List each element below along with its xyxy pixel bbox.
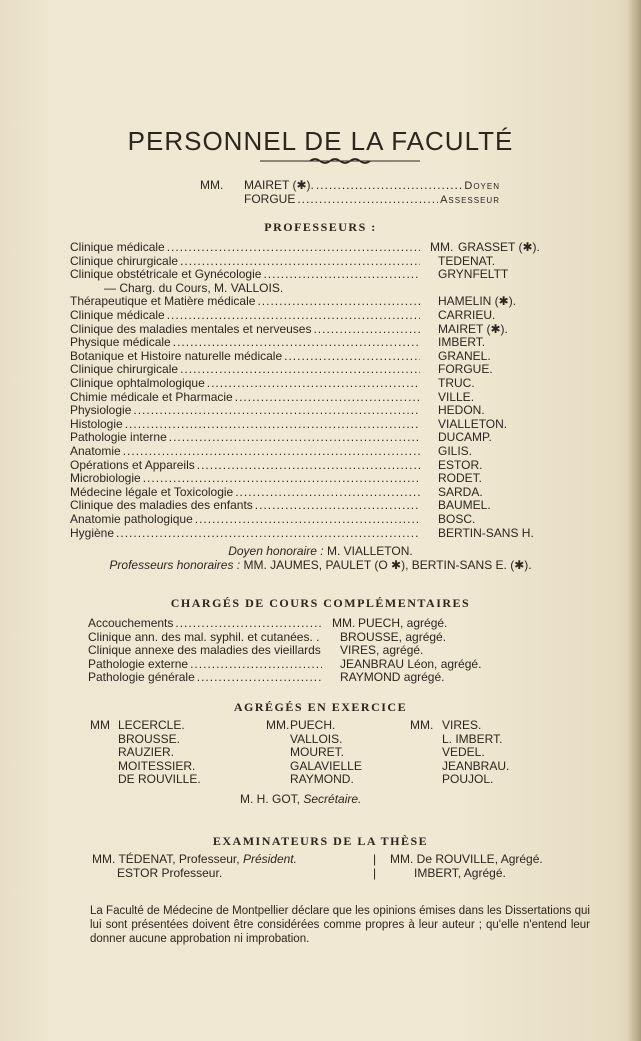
leader-dots (143, 471, 420, 485)
charge-course: Accouchements (88, 616, 174, 630)
leader-dots (235, 390, 420, 404)
officer-role: Assesseur (440, 194, 500, 206)
officer-row (200, 192, 500, 206)
professeur-name: GILIS. (438, 444, 473, 458)
leader-dots (255, 498, 420, 512)
leader-dots (169, 430, 420, 444)
leader-dots (180, 254, 420, 268)
professeur-row (70, 430, 422, 444)
professeur-chair: Hygiène (70, 525, 115, 540)
leader-dots (116, 526, 420, 540)
agrege-name: L. IMBERT. (442, 731, 503, 746)
charges-mm: MM. (332, 616, 356, 630)
agreges-mm-1: MM (90, 718, 110, 732)
agreges-mm-2: MM. (266, 718, 290, 732)
professeur-row (70, 417, 422, 431)
doyen-honoraire-label: Doyen honoraire : (228, 544, 324, 558)
charge-name: JEANBRAU Léon, agrégé. (340, 656, 482, 671)
professeur-row (70, 267, 422, 281)
leader-dots (207, 376, 420, 390)
officers-block (200, 178, 500, 206)
professeur-chair: Clinique des maladies des enfants (70, 498, 253, 513)
charge-row (88, 670, 324, 684)
officer-name: MAIRET (✱). (244, 178, 314, 192)
professeur-name: BERTIN-SANS H. (438, 525, 534, 540)
faculty-declaration: La Faculté de Médecine de Montpellier déclare que les opinions émises dans les Dissertations qui lui sont présentées doivent être considérées comme propres à leur auteur ; qu'elle n'entend leur donner aucune approbation ni improbation. (90, 905, 590, 945)
agrege-name: MOURET. (290, 745, 344, 760)
officer-prefix: MM. (200, 178, 224, 192)
professeur-name: TRUC. (438, 376, 475, 390)
examinateur-text: MM. TÉDENAT, Professeur, (92, 852, 240, 866)
examinateur-left-1 (92, 852, 297, 866)
professeur-row (70, 403, 422, 417)
secretaire-name: M. H. GOT, (240, 792, 300, 806)
professeur-row (70, 335, 422, 349)
professeur-chair: Physique médicale (70, 335, 171, 350)
agreges-heading: AGRÉGÉS EN EXERCICE (233, 700, 408, 714)
professeur-name: MAIRET (✱). (438, 321, 508, 336)
leader-dots (123, 444, 420, 458)
leader-dots (235, 485, 420, 499)
leader-dots (257, 294, 420, 308)
professeurs-heading: PROFESSEURS : (264, 220, 377, 234)
charge-name: RAYMOND agrégé. (340, 670, 445, 685)
leader-dots (263, 267, 420, 281)
leader-dots (313, 322, 420, 336)
professeur-row (70, 322, 422, 336)
agrege-name: GALAVIELLE (290, 758, 362, 773)
professeur-chair: Clinique des maladies mentales et nerveuses (70, 321, 312, 336)
professeur-row (70, 349, 422, 363)
charge-name: VIRES, agrégé. (340, 643, 424, 658)
professeur-name: IMBERT. (438, 335, 486, 350)
examinateur-right-2: IMBERT, Agrégé. (414, 866, 506, 880)
doyen-honoraire-value: M. VIALLETON. (326, 544, 413, 558)
professeur-chair: Botanique et Histoire naturelle médicale (70, 348, 283, 363)
secretaire-role: Secrétaire. (303, 792, 362, 806)
agrege-name: DE ROUVILLE. (118, 772, 201, 787)
ornament-rule-icon (260, 157, 420, 165)
professeur-row (70, 240, 422, 254)
examinateur-separator: | (373, 866, 377, 880)
charge-name: PUECH, agrégé. (358, 616, 448, 630)
agrege-name: POUJOL. (442, 772, 494, 787)
officer-row (200, 178, 500, 192)
professeur-row (70, 471, 422, 485)
agrege-name: LECERCLE. (118, 718, 185, 732)
leader-dots (284, 349, 420, 363)
professeurs-honoraires-label: Professeurs honoraires : (109, 558, 241, 572)
agrege-name: VEDEL. (442, 745, 485, 760)
professeur-chair: Clinique chirurgicale (70, 362, 179, 377)
professeur-chair: Anatomie pathologique (70, 512, 193, 526)
leader-dots (197, 458, 420, 472)
charges-heading: CHARGÉS DE COURS COMPLÉMENTAIRES (170, 596, 471, 610)
professeur-name: RODET. (438, 471, 483, 486)
professeur-row (70, 362, 422, 376)
professeur-row (70, 390, 422, 404)
leader-dots (133, 403, 420, 417)
agrege-name: RAUZIER. (118, 745, 175, 760)
leader-dots (197, 670, 322, 684)
charge-course: Pathologie générale (88, 670, 195, 685)
professeur-chair: Opérations et Appareils (70, 457, 195, 472)
leader-dots (297, 192, 438, 206)
professeur-name: SARDA. (438, 484, 483, 499)
professeur-name: GRYNFELTT (438, 267, 509, 282)
charge-row (88, 630, 324, 644)
agrege-name: VIRES. (442, 718, 482, 732)
examinateur-text: ESTOR Professeur. (117, 866, 223, 880)
leader-dots (167, 308, 420, 322)
agrege-name: JEANBRAU. (442, 758, 510, 773)
examinateurs-heading: EXAMINATEURS DE LA THÈSE (212, 834, 429, 848)
professeur-chair: Anatomie (70, 444, 121, 458)
leader-dots (167, 240, 420, 254)
professeur-name: TEDENAT. (438, 253, 496, 268)
leader-dots (321, 630, 322, 644)
professeur-chair: — Charg. du Cours, M. VALLOIS. (104, 280, 284, 295)
professeur-row (70, 485, 422, 499)
professeur-name: BAUMEL. (438, 498, 491, 513)
leader-dots (173, 335, 420, 349)
professeur-chair: Thérapeutique et Matière médicale (70, 294, 256, 309)
professeurs-honoraires-line (0, 558, 641, 572)
leader-dots (316, 178, 463, 192)
professeur-row (70, 526, 422, 540)
leader-dots (190, 657, 322, 671)
professeur-name: GRASSET (✱). (458, 240, 540, 254)
agreges-table (90, 718, 590, 788)
examinateur-separator: | (373, 852, 377, 866)
agrege-name: MOITESSIER. (118, 758, 196, 773)
professeur-row (70, 294, 422, 308)
leader-dots (125, 417, 420, 431)
examinateur-right-1: MM. De ROUVILLE, Agrégé. (390, 852, 543, 866)
page-title: PERSONNEL DE LA FACULTÉ (127, 126, 514, 156)
professeur-row (70, 498, 422, 512)
leader-dots (175, 616, 322, 630)
officer-name: FORGUE (244, 192, 296, 206)
professeur-row (70, 308, 422, 322)
charge-name: BROUSSE, agrégé. (340, 629, 447, 644)
charge-course: Clinique ann. des mal. syphil. et cutanées. . (88, 629, 320, 644)
professeur-row (70, 281, 422, 295)
professeur-row (70, 512, 422, 526)
professeur-chair: Histologie (70, 416, 123, 431)
professeur-chair: Clinique ophtalmologique (70, 376, 205, 390)
professeur-name: ESTOR. (438, 457, 483, 472)
professeur-chair: Clinique obstétricale et Gynécologie (70, 267, 262, 282)
agreges-mm-3: MM. (410, 718, 434, 732)
professeur-chair: Clinique médicale (70, 308, 165, 322)
agrege-name: PUECH. (290, 718, 336, 732)
professeur-name: DUCAMP. (438, 430, 492, 445)
charge-course: Pathologie externe (88, 656, 189, 671)
professeur-row (70, 376, 422, 390)
professeur-chair: Physiologie (70, 403, 132, 418)
secretaire-line (240, 792, 361, 806)
professeur-row (70, 254, 422, 268)
professeur-chair: Clinique chirurgicale (70, 253, 179, 268)
examinateur-left-2 (117, 866, 222, 880)
professeur-name: BOSC. (438, 512, 476, 526)
professeur-chair: Pathologie interne (70, 430, 167, 445)
professeur-name: FORGUE. (438, 362, 493, 377)
professeur-name: GRANEL. (438, 348, 491, 363)
charge-row (88, 643, 324, 657)
professeur-chair: Médecine légale et Toxicologie (70, 484, 234, 499)
doyen-honoraire-line (0, 544, 641, 558)
professeur-name: HEDON. (438, 403, 485, 418)
leader-dots (180, 362, 420, 376)
examinateur-role: Président. (242, 852, 297, 866)
professeur-name: VIALLETON. (438, 416, 508, 431)
charge-row (88, 616, 324, 630)
charge-course: Clinique annexe des maladies des vieillards (88, 643, 321, 658)
professeur-name: CARRIEU. (438, 308, 496, 322)
professeur-name: VILLE. (438, 389, 475, 404)
agrege-name: BROUSSE. (118, 731, 181, 746)
professeur-name: HAMELIN (✱). (438, 294, 517, 309)
professeurs-honoraires-value: MM. JAUMES, PAULET (O ✱), BERTIN-SANS E. (✱). (243, 558, 532, 572)
professeur-chair: Clinique médicale (70, 240, 165, 254)
professeur-chair: Microbiologie (70, 471, 141, 486)
professeur-row (70, 458, 422, 472)
leader-dots (195, 512, 420, 526)
agrege-name: RAYMOND. (290, 772, 354, 787)
agrege-name: VALLOIS. (290, 731, 343, 746)
professeur-chair: Chimie médicale et Pharmacie (70, 389, 233, 404)
professeurs-mm: MM. (430, 240, 454, 254)
charge-row (88, 657, 324, 671)
professeur-row (70, 444, 422, 458)
officer-role: Doyen (464, 180, 500, 192)
